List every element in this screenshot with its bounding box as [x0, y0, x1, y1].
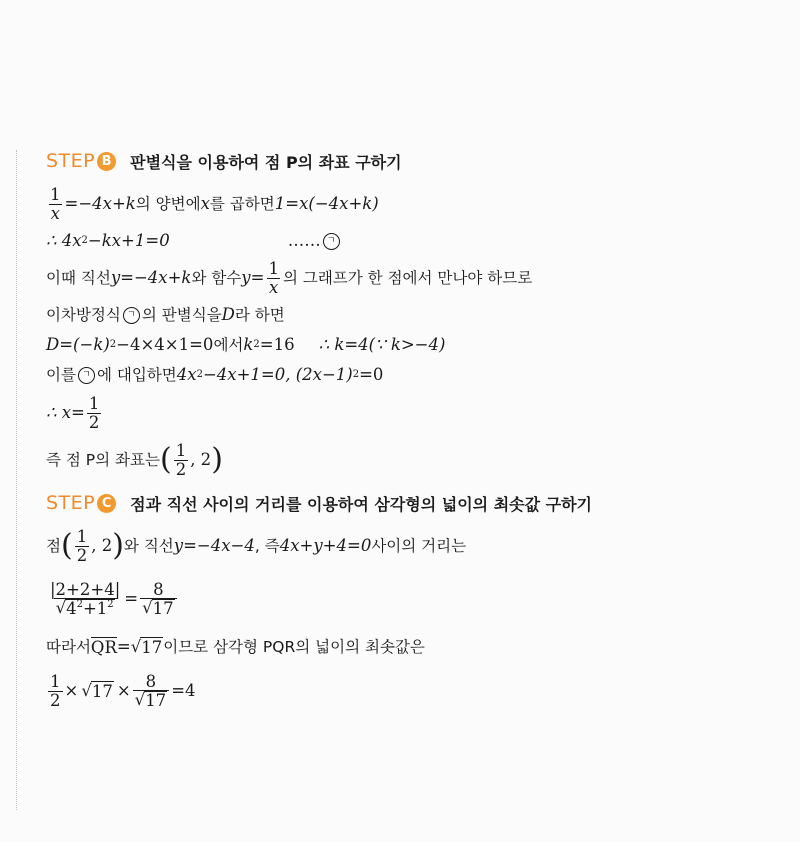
step-b-line-6: 이를 ㄱ 에 대입하면 4x 2 −4x+1=0, (2x−1) 2 =0 [46, 365, 384, 385]
step-c-label: STEP [46, 492, 96, 514]
equation-marker: ㄱ [123, 307, 140, 324]
step-b-line-5: D=(−k) 2 −4×4×1=0 에서 k 2 =16 ∴ k=4(∵ k>−4) [46, 335, 446, 355]
fraction-1-over-2: $\frac{1}{2}$ [76, 527, 88, 565]
solution-content [46, 146, 766, 718]
step-b-badge: B [97, 152, 116, 171]
step-b-line-2: ∴ 4x 2 −kx+1=0 …… ㄱ [46, 226, 766, 256]
step-b-line-4: 이차방정식 ㄱ 의 판별식을 D 라 하면 [46, 305, 285, 325]
sqrt-sign: √ 17 [81, 680, 113, 701]
fraction-1-over-2: $\frac{1}{2}$ [88, 394, 100, 432]
step-b-label: STEP [46, 150, 96, 172]
step-b-line-3: 이때 직선 y=−4x+k 와 함수 y= $\frac{1}{x}$ 의 그래프가 한 점에서 만나야 하므로 [46, 259, 533, 297]
equation-marker: ㄱ [78, 367, 95, 384]
fraction-8-over-sqrt17: 8 √ 17 [133, 673, 170, 710]
step-c-line-4: $\frac{1}{2}$ × √ 17 × 8 √ 17 =4 [50, 671, 196, 710]
fraction-1-over-2: $\frac{1}{2}$ [175, 441, 187, 479]
step-b-header [46, 146, 766, 176]
sqrt-sign: √ $4^2+1^2$ [55, 598, 114, 618]
step-c-line-1: 점 ( $\frac{1}{2}$ , 2 ) 와 직선 y=−4x−4 , 즉 4x+y+4=0 사이의 거리는 [46, 527, 467, 565]
equation-marker: ㄱ [323, 233, 340, 250]
segment-qr: QR [90, 637, 117, 657]
step-c-line-2: |2+2+4| √ $4^2+1^2$ = 8 √ 17 [46, 568, 766, 630]
step-b-title: 판별식을 이용하여 점 P의 좌표 구하기 [130, 152, 402, 172]
step-c-line-3: 따라서 QR = √ 17 이므로 삼각형 PQR의 넓이의 최솟값은 [46, 636, 425, 657]
step-b-line-7: ∴ x= $\frac{1}{2}$ [46, 394, 100, 432]
step-b-line-8: 즉 점 P의 좌표는 ( $\frac{1}{2}$ , 2 ) [46, 441, 223, 479]
margin-rule [16, 150, 17, 810]
fraction-1-over-x: $\frac{1}{x}$ [50, 185, 61, 223]
sqrt-sign: √ 17 [130, 636, 163, 657]
distance-fraction: |2+2+4| √ $4^2+1^2$ [50, 579, 121, 618]
fraction-8-over-sqrt17: 8 √ 17 [140, 581, 177, 618]
step-c-badge: C [97, 494, 116, 513]
sqrt-sign: √ 17 [134, 690, 167, 710]
step-c-header [46, 488, 766, 518]
fraction-1-over-x: $\frac{1}{x}$ [268, 259, 279, 297]
sqrt-sign: √ 17 [142, 598, 174, 618]
step-c-title: 점과 직선 사이의 거리를 이용하여 삼각형의 넓이의 최솟값 구하기 [130, 494, 593, 514]
step-b-line-1: $\frac{1}{x}$ =−4x+k 의 양변에 x 를 곱하면 1=x(−4x+k) [50, 185, 379, 223]
fraction-1-over-2: $\frac{1}{2}$ [50, 672, 61, 710]
